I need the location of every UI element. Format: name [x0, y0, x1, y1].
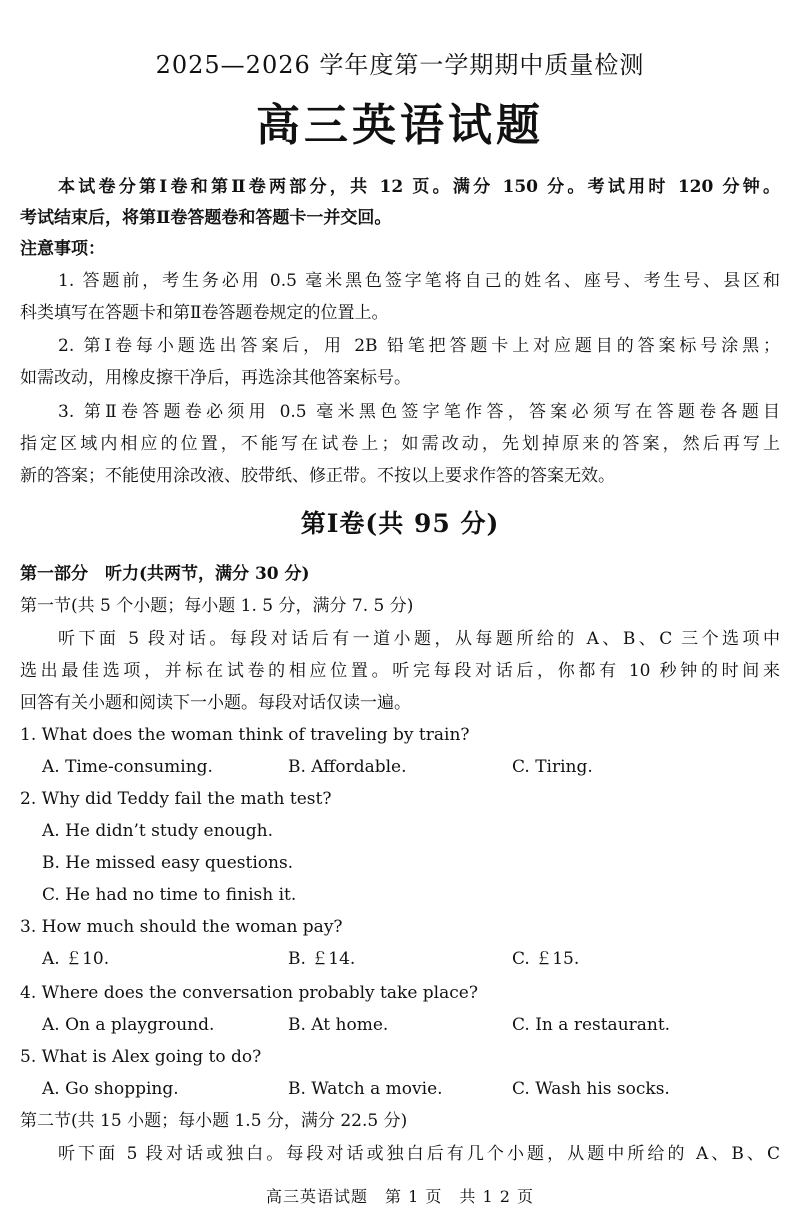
notice-1a: 1. 答题前，考生务必用 0.5 毫米黑色签字笔将自己的姓名、座号、考生号、县区和 — [58, 271, 780, 291]
q3-option-a: A. ￡10. — [42, 949, 110, 969]
notice-2a: 2. 第Ⅰ卷每小题选出答案后，用 2B 铅笔把答题卡上对应题目的答案标号涂黑； — [58, 336, 780, 356]
q3-option-b: B. ￡14. — [288, 949, 356, 969]
q1-option-b: B. Affordable. — [288, 757, 407, 777]
q4-option-c: C. In a restaurant. — [512, 1015, 671, 1035]
sec1-heading: 第一节(共 5 个小题；每小题 1. 5 分，满分 7. 5 分) — [20, 596, 414, 616]
page-title: 高三英语试题 — [256, 100, 544, 151]
q4-option-a: A. On a playground. — [42, 1015, 215, 1035]
exam-header: 2025—2026 学年度第一学期期中质量检测 — [155, 51, 645, 79]
question-4: 4. Where does the conversation probably take place? — [20, 983, 478, 1003]
question-5: 5. What is Alex going to do? — [20, 1047, 262, 1067]
q5-option-a: A. Go shopping. — [42, 1079, 179, 1099]
notice-3c: 新的答案；不能使用涂改液、胶带纸、修正带。不按以上要求作答的答案无效。 — [20, 466, 615, 486]
sec2-heading: 第二节(共 15 小题；每小题 1.5 分，满分 22.5 分) — [20, 1111, 408, 1131]
notice-3a: 3. 第Ⅱ卷答题卷必须用 0.5 毫米黑色签字笔作答，答案必须写在答题卷各题目 — [58, 402, 780, 422]
notice-2b: 如需改动，用橡皮擦干净后，再选涂其他答案标号。 — [20, 368, 411, 388]
question-1: 1. What does the woman think of traveling by train? — [20, 725, 470, 745]
section-heading: 第Ⅰ卷(共 95 分) — [300, 509, 500, 538]
q3-option-c: C. ￡15. — [512, 949, 580, 969]
q1-option-a: A. Time-consuming. — [42, 757, 213, 777]
question-3: 3. How much should the woman pay? — [20, 917, 343, 937]
q2-option-c: C. He had no time to finish it. — [42, 885, 297, 905]
q1-option-c: C. Tiring. — [512, 757, 593, 777]
instr-line-4: 听下面 5 段对话或独白。每段对话或独白后有几个小题，从题中所给的 A、B、C — [58, 1144, 780, 1164]
notice-1b: 科类填写在答题卡和第Ⅱ卷答题卷规定的位置上。 — [20, 303, 389, 323]
q5-option-c: C. Wash his socks. — [512, 1079, 670, 1099]
q4-option-b: B. At home. — [288, 1015, 389, 1035]
q2-option-b: B. He missed easy questions. — [42, 853, 294, 873]
q5-option-b: B. Watch a movie. — [288, 1079, 443, 1099]
part1-heading: 第一部分 听力(共两节，满分 30 分) — [20, 564, 310, 584]
instr-line-2: 选出最佳选项，并标在试卷的相应位置。听完每段对话后，你都有 10 秒钟的时间来 — [20, 661, 780, 681]
instr-line-1: 听下面 5 段对话。每段对话后有一道小题，从每题所给的 A、B、C 三个选项中 — [58, 629, 780, 649]
notice-label: 注意事项： — [20, 239, 105, 259]
question-2: 2. Why did Teddy fail the math test? — [20, 789, 332, 809]
intro-line-1: 本试卷分第Ⅰ卷和第Ⅱ卷两部分，共 12 页。满分 150 分。考试用时 120 分钟。 — [58, 177, 780, 197]
instr-line-3: 回答有关小题和阅读下一小题。每段对话仅读一遍。 — [20, 693, 411, 713]
intro-line-2: 考试结束后，将第Ⅱ卷答题卷和答题卡一并交回。 — [20, 208, 392, 228]
page-footer: 高三英语试题 第 1 页 共 1 2 页 — [266, 1187, 534, 1206]
q2-option-a: A. He didn’t study enough. — [42, 821, 273, 841]
notice-3b: 指定区域内相应的位置，不能写在试卷上；如需改动，先划掉原来的答案，然后再写上 — [20, 434, 780, 454]
